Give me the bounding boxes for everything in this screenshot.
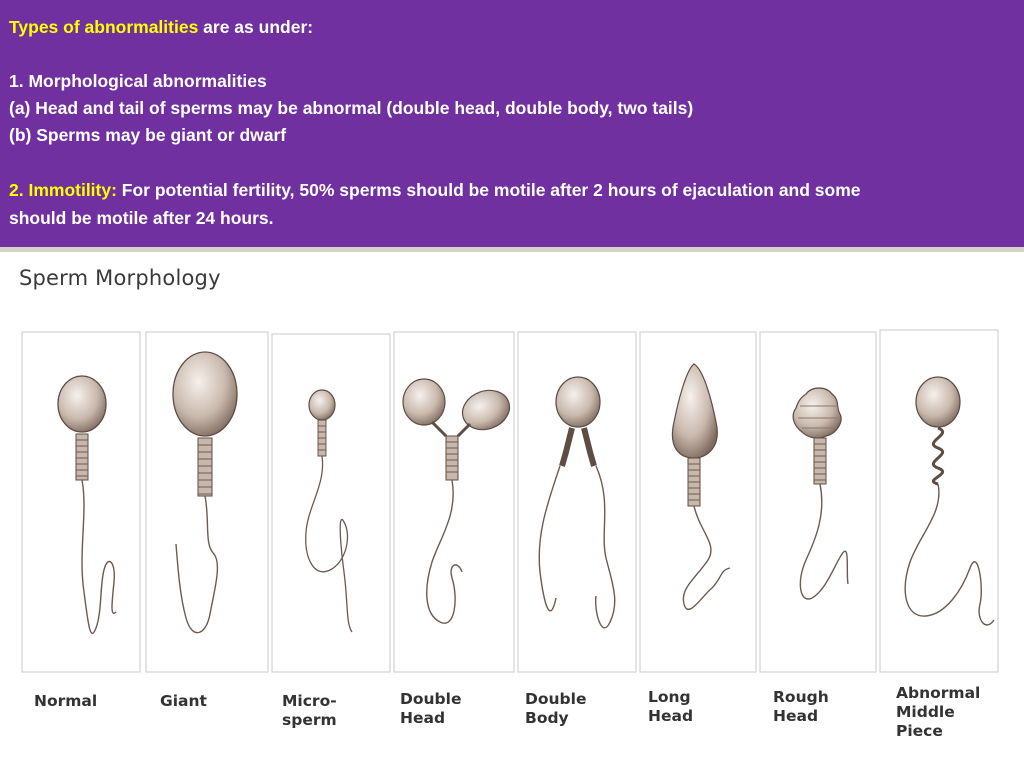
label-giant [160, 692, 207, 711]
rough-head-sperm [793, 388, 848, 599]
header-line-1 [9, 17, 313, 38]
label-microsperm-line1: Micro- [282, 692, 337, 710]
long-head-sperm [672, 364, 730, 609]
label-abnormal-middle-line1: Abnormal [896, 684, 981, 702]
sperm-morphology-figure [0, 252, 1024, 767]
label-microsperm-line2: sperm [282, 711, 337, 729]
label-normal-text: Normal [34, 692, 98, 710]
morphological-item-b: (b) Sperms may be giant or dwarf [9, 125, 287, 145]
giant-sperm [173, 352, 237, 633]
immotility-line [9, 180, 861, 201]
types-rest: are as under: [198, 17, 314, 37]
immotility-rest: For potential fertility, 50% sperms should be motile after 2 hours of ejaculation and some [116, 180, 861, 200]
label-giant-text: Giant [160, 692, 207, 710]
header-banner [0, 0, 1024, 247]
immotility-highlight: 2. Immotility: [9, 180, 117, 200]
normal-sperm [58, 376, 116, 633]
panel-frames [22, 330, 998, 672]
sperm-illustrations [0, 252, 1024, 767]
double-head-sperm [403, 379, 515, 623]
double-body-sperm [539, 377, 615, 628]
label-double-body-line1: Double [525, 690, 587, 708]
figure-title: Sperm Morphology [19, 266, 221, 290]
label-long-head-line1: Long [648, 688, 691, 706]
morphological-item-a: (a) Head and tail of sperms may be abnormal (double head, double body, two tails) [9, 98, 694, 118]
label-rough-head-line2: Head [773, 707, 819, 725]
label-long-head [648, 688, 693, 726]
micro-sperm [306, 390, 352, 632]
label-double-head-line2: Head [400, 709, 446, 727]
abnormal-middle-piece-sperm [905, 377, 994, 625]
label-double-head-line1: Double [400, 690, 462, 708]
types-highlight: Types of abnormalities [9, 17, 199, 37]
label-abnormal-middle-line2: Middle [896, 703, 955, 721]
label-double-body [525, 690, 586, 728]
label-rough-head [773, 688, 829, 726]
label-double-head [400, 690, 461, 728]
label-abnormal-middle-piece [896, 684, 980, 741]
label-abnormal-middle-line3: Piece [896, 722, 943, 740]
immotility-line-2: should be motile after 24 hours. [9, 208, 274, 228]
label-double-body-line2: Body [525, 709, 569, 727]
morphological-heading: 1. Morphological abnormalities [9, 71, 267, 91]
label-rough-head-line1: Rough [773, 688, 829, 706]
label-normal [34, 692, 97, 711]
label-microsperm [282, 692, 337, 730]
label-long-head-line2: Head [648, 707, 694, 725]
